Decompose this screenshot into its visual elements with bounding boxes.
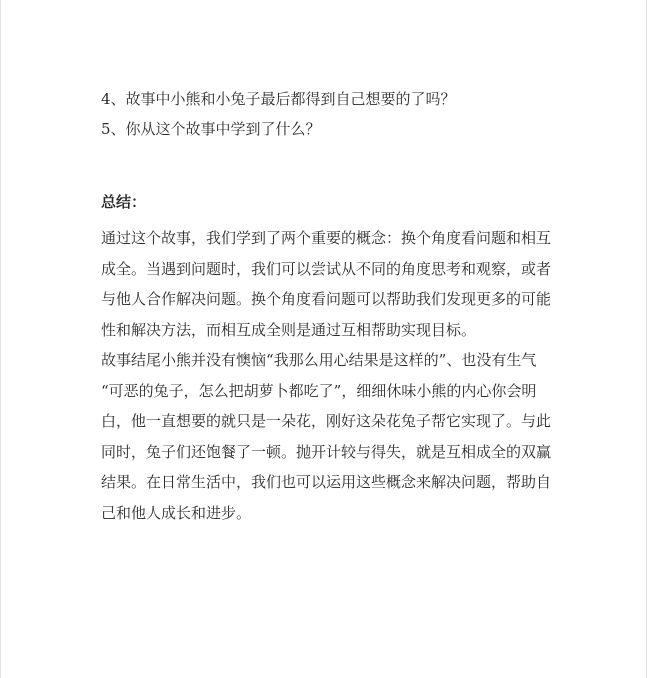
paragraph-line: 己和他人成长和进步。 <box>101 503 252 522</box>
paragraph-line: 性和解决方法，而相互成全则是通过互相帮助实现目标。 <box>101 320 477 339</box>
document-content <box>101 84 551 528</box>
paragraph-line: 成全。当遇到问题时，我们可以尝试从不同的角度思考和观察，或者 <box>101 259 552 278</box>
paragraph-line: 白，他一直想要的就只是一朵花，刚好这朵花兔子帮它实现了。与此 <box>101 412 552 430</box>
paragraph-line: 故事结尾小熊并没有懊恼“我那么用心结果是这样的”、也没有生气 <box>101 351 537 369</box>
paragraph-line: 通过这个故事，我们学到了两个重要的概念：换个角度看问题和相互 <box>101 229 552 247</box>
paragraph-line: 结果。在日常生活中，我们也可以运用这些概念来解决问题，帮助自 <box>101 473 552 491</box>
paragraph-line: 与他人合作解决问题。换个角度看问题可以帮助我们发现更多的可能 <box>101 290 552 308</box>
summary-paragraph-2 <box>101 345 551 528</box>
question-4: 4、故事中小熊和小兔子最后都得到自己想要的了吗？ <box>101 90 456 108</box>
paragraph-line: “可恶的兔子，怎么把胡萝卜都吃了”，细细休味小熊的内心你会明 <box>101 381 537 400</box>
summary-heading: 总结： <box>101 193 147 211</box>
summary-paragraph-1 <box>101 223 551 345</box>
question-5: 5、你从这个故事中学到了什么？ <box>101 120 321 138</box>
paragraph-line: 同时，兔子们还饱餐了一顿。抛开计较与得失，就是互相成全的双赢 <box>101 442 552 461</box>
